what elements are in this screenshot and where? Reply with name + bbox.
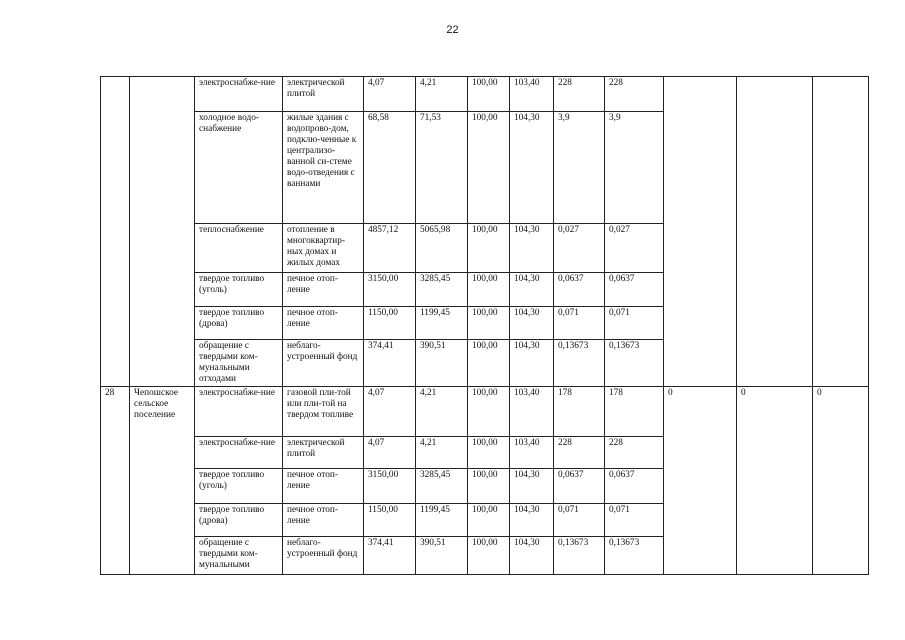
cell-norm-2: 0,071 [605, 307, 664, 340]
cell-norm-1: 0,0637 [554, 273, 605, 307]
cell-norm-2: 0,0637 [605, 469, 664, 504]
cell-norm-2: 0,13673 [605, 340, 664, 387]
cell-norm-1: 0,027 [554, 224, 605, 273]
cell-value-2: 5065,98 [416, 224, 468, 273]
cell-value-2: 4,21 [416, 77, 468, 112]
cell-index-2: 104,30 [510, 112, 554, 224]
cell-service: электроснабже-ние [195, 437, 283, 469]
cell-index-1: 100,00 [468, 77, 510, 112]
cell-index-1: 100,00 [468, 307, 510, 340]
cell-index-1: 100,00 [468, 224, 510, 273]
table-row [101, 77, 869, 112]
cell-type: газовой пли-той или пли-той на твердом топливе [283, 387, 364, 437]
cell-extra-1 [664, 77, 737, 387]
cell-settlement [130, 77, 195, 387]
cell-norm-1: 0,13673 [554, 537, 605, 575]
cell-norm-1: 178 [554, 387, 605, 437]
cell-norm-2: 0,0637 [605, 273, 664, 307]
cell-service: твердое топливо (дрова) [195, 504, 283, 537]
cell-norm-1: 0,13673 [554, 340, 605, 387]
cell-norm-1: 0,071 [554, 307, 605, 340]
cell-service: электроснабже-ние [195, 387, 283, 437]
cell-index-2: 104,30 [510, 273, 554, 307]
cell-type: неблаго-устроенный фонд [283, 340, 364, 387]
cell-index-2: 104,30 [510, 224, 554, 273]
cell-type: неблаго-устроенный фонд [283, 537, 364, 575]
cell-index-1: 100,00 [468, 537, 510, 575]
cell-type: печное отоп-ление [283, 469, 364, 504]
cell-service: твердое топливо (уголь) [195, 273, 283, 307]
cell-value-1: 3150,00 [364, 469, 416, 504]
cell-value-1: 3150,00 [364, 273, 416, 307]
cell-norm-2: 0,027 [605, 224, 664, 273]
page-number: 22 [446, 24, 459, 36]
cell-index-1: 100,00 [468, 437, 510, 469]
cell-index-2: 103,40 [510, 77, 554, 112]
cell-type: печное отоп-ление [283, 307, 364, 340]
cell-index-2: 104,30 [510, 307, 554, 340]
cell-num: 28 [101, 387, 130, 575]
cell-type: отопление в многоквартир-ных домах и жилых домах [283, 224, 364, 273]
cell-norm-2: 228 [605, 77, 664, 112]
cell-value-2: 3285,45 [416, 273, 468, 307]
cell-index-1: 100,00 [468, 469, 510, 504]
cell-index-1: 100,00 [468, 504, 510, 537]
cell-value-2: 390,51 [416, 537, 468, 575]
cell-value-1: 374,41 [364, 340, 416, 387]
cell-service: твердое топливо (дрова) [195, 307, 283, 340]
cell-extra-3: 0 [813, 387, 869, 575]
cell-index-2: 104,30 [510, 504, 554, 537]
cell-service: электроснабже-ние [195, 77, 283, 112]
cell-norm-1: 3,9 [554, 112, 605, 224]
cell-value-2: 3285,45 [416, 469, 468, 504]
cell-index-1: 100,00 [468, 273, 510, 307]
cell-index-2: 104,30 [510, 469, 554, 504]
cell-value-2: 390,51 [416, 340, 468, 387]
table-row [101, 387, 869, 437]
cell-index-2: 104,30 [510, 340, 554, 387]
cell-extra-1: 0 [664, 387, 737, 575]
cell-norm-1: 0,071 [554, 504, 605, 537]
cell-service: теплоснабжение [195, 224, 283, 273]
cell-index-1: 100,00 [468, 387, 510, 437]
cell-settlement: Чепошское сельское поселение [130, 387, 195, 575]
cell-type: электрической плитой [283, 77, 364, 112]
cell-norm-2: 228 [605, 437, 664, 469]
cell-value-1: 1150,00 [364, 504, 416, 537]
cell-service: холодное водо-снабжение [195, 112, 283, 224]
cell-index-2: 103,40 [510, 387, 554, 437]
cell-num [101, 77, 130, 387]
cell-index-1: 100,00 [468, 340, 510, 387]
cell-norm-1: 228 [554, 437, 605, 469]
cell-norm-1: 0,0637 [554, 469, 605, 504]
cell-service: обращение с твердыми ком-мунальными [195, 537, 283, 575]
cell-norm-2: 0,071 [605, 504, 664, 537]
cell-norm-2: 178 [605, 387, 664, 437]
cell-type: электрической плитой [283, 437, 364, 469]
cell-service: твердое топливо (уголь) [195, 469, 283, 504]
cell-index-2: 103,40 [510, 437, 554, 469]
cell-type: печное отоп-ление [283, 273, 364, 307]
cell-value-1: 4,07 [364, 437, 416, 469]
cell-value-1: 68,58 [364, 112, 416, 224]
cell-value-2: 1199,45 [416, 504, 468, 537]
cell-value-2: 4,21 [416, 387, 468, 437]
cell-service: обращение с твердыми ком-мунальными отходами [195, 340, 283, 387]
cell-extra-3 [813, 77, 869, 387]
cell-value-1: 4,07 [364, 387, 416, 437]
tariff-table [100, 76, 869, 575]
cell-type: жилые здания с водопрово-дом, подклю-ченные к централизо-ванной си-стеме водо-отведения с ваннами [283, 112, 364, 224]
cell-value-1: 374,41 [364, 537, 416, 575]
cell-value-1: 4857,12 [364, 224, 416, 273]
cell-index-1: 100,00 [468, 112, 510, 224]
cell-value-1: 4,07 [364, 77, 416, 112]
cell-index-2: 104,30 [510, 537, 554, 575]
cell-value-1: 1150,00 [364, 307, 416, 340]
cell-value-2: 1199,45 [416, 307, 468, 340]
cell-value-2: 71,53 [416, 112, 468, 224]
cell-value-2: 4,21 [416, 437, 468, 469]
cell-norm-1: 228 [554, 77, 605, 112]
cell-norm-2: 0,13673 [605, 537, 664, 575]
cell-extra-2 [737, 77, 813, 387]
cell-type: печное отоп-ление [283, 504, 364, 537]
cell-extra-2: 0 [737, 387, 813, 575]
cell-norm-2: 3,9 [605, 112, 664, 224]
